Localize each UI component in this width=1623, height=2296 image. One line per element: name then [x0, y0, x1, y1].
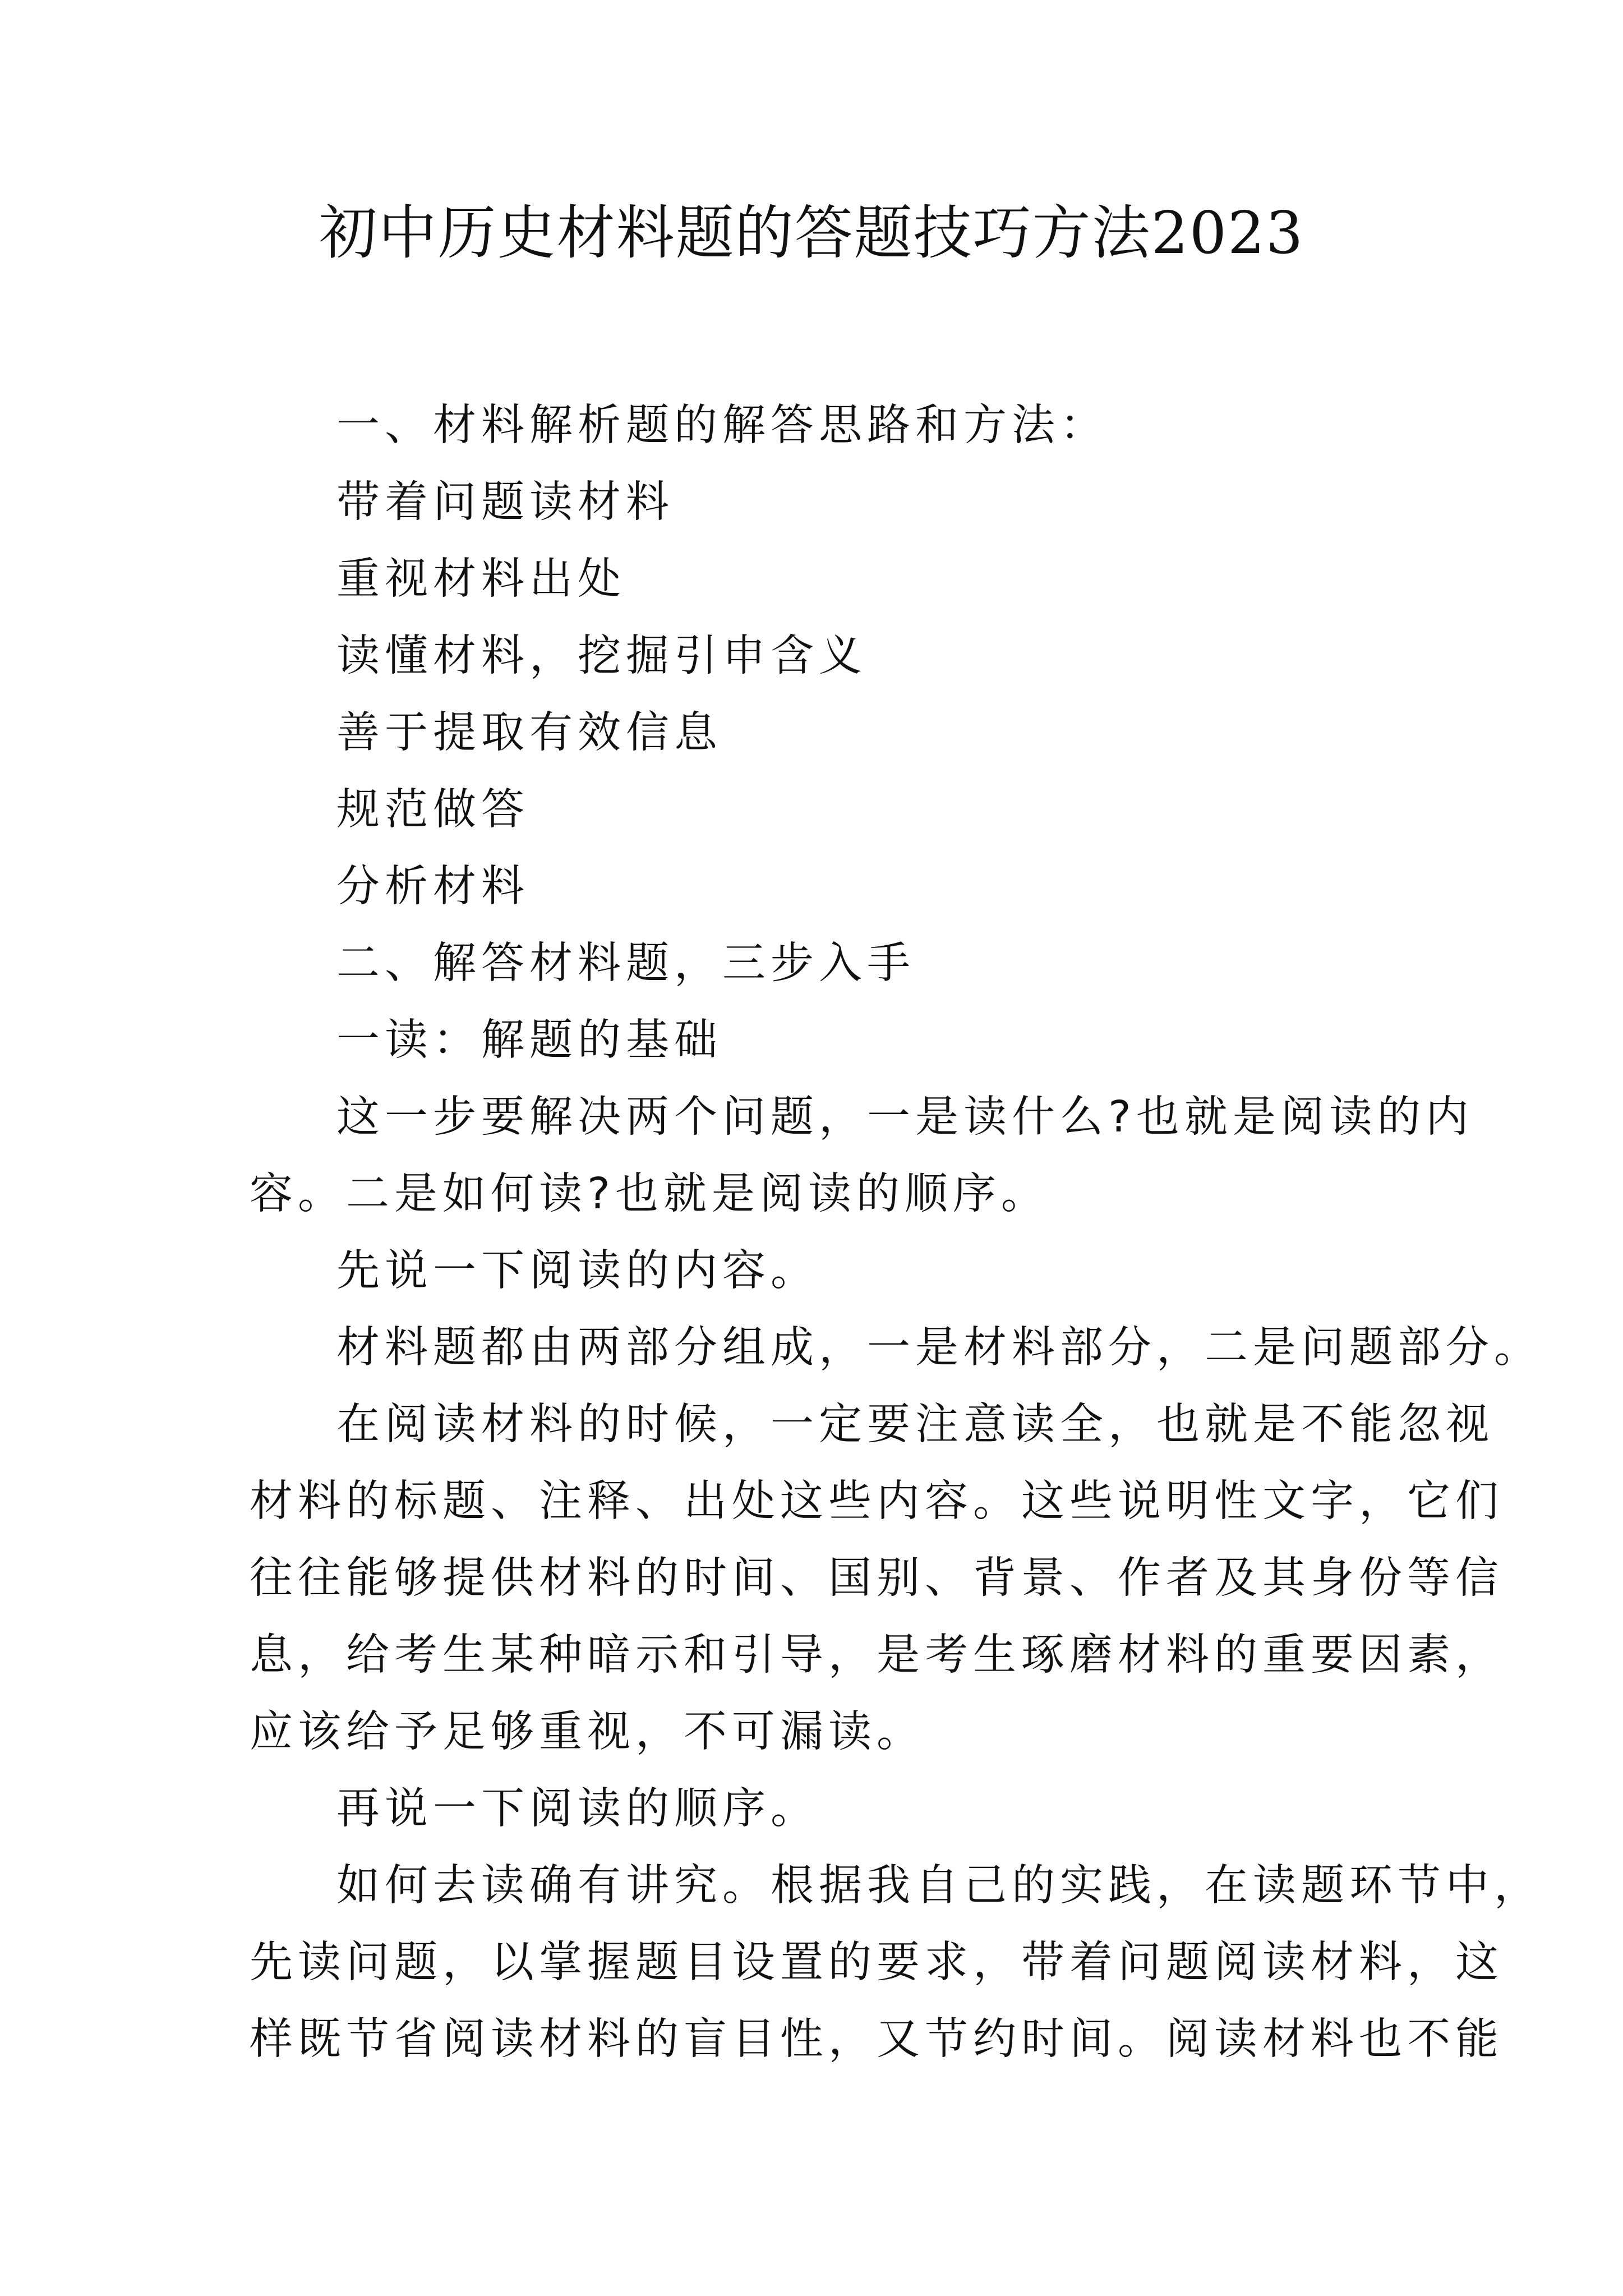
- document-body: [250, 387, 1542, 2078]
- list-item: 规范做答: [336, 785, 529, 835]
- paragraph-line: 容。二是如何读?也就是阅读的顺序。: [250, 1169, 1049, 1219]
- paragraph-line: 再说一下阅读的顺序。: [336, 1784, 819, 1834]
- paragraph-line: 应该给予足够重视，不可漏读。: [250, 1707, 925, 1757]
- paragraph-line: 这一步要解决两个问题，一是读什么?也就是阅读的内: [336, 1092, 1474, 1142]
- paragraph-line: 样既节省阅读材料的盲目性，又节约时间。阅读材料也不能: [250, 2014, 1504, 2064]
- paragraph-line: 先读问题，以掌握题目设置的要求，带着问题阅读材料，这: [250, 1938, 1504, 1987]
- section-heading-1: 一、材料解析题的解答思路和方法：: [336, 401, 1108, 450]
- section-heading-2: 二、解答材料题，三步入手: [336, 938, 915, 988]
- paragraph-line: 在阅读材料的时候，一定要注意读全，也就是不能忽视: [336, 1400, 1494, 1450]
- list-item: 读懂材料，挖掘引申含义: [336, 631, 867, 681]
- list-item: 善于提取有效信息: [336, 708, 722, 758]
- paragraph-line: 材料的标题、注释、出处这些内容。这些说明性文字，它们: [250, 1476, 1504, 1526]
- paragraph-line: 先说一下阅读的内容。: [336, 1246, 819, 1296]
- paragraph-line: 材料题都由两部分组成，一是材料部分，二是问题部分。: [336, 1323, 1542, 1373]
- paragraph-line: 息，给考生某种暗示和引导，是考生琢磨材料的重要因素，: [250, 1630, 1504, 1680]
- list-item: 重视材料出处: [336, 554, 626, 604]
- paragraph-line: 往往能够提供材料的时间、国别、背景、作者及其身份等信: [250, 1553, 1504, 1603]
- subheading: 一读：解题的基础: [336, 1015, 722, 1065]
- list-item: 带着问题读材料: [336, 477, 674, 527]
- document-title: 初中历史材料题的答题技巧方法2023: [319, 199, 1304, 267]
- paragraph-line: 如何去读确有讲究。根据我自己的实践，在读题环节中，: [336, 1861, 1542, 1911]
- list-item: 分析材料: [336, 862, 529, 912]
